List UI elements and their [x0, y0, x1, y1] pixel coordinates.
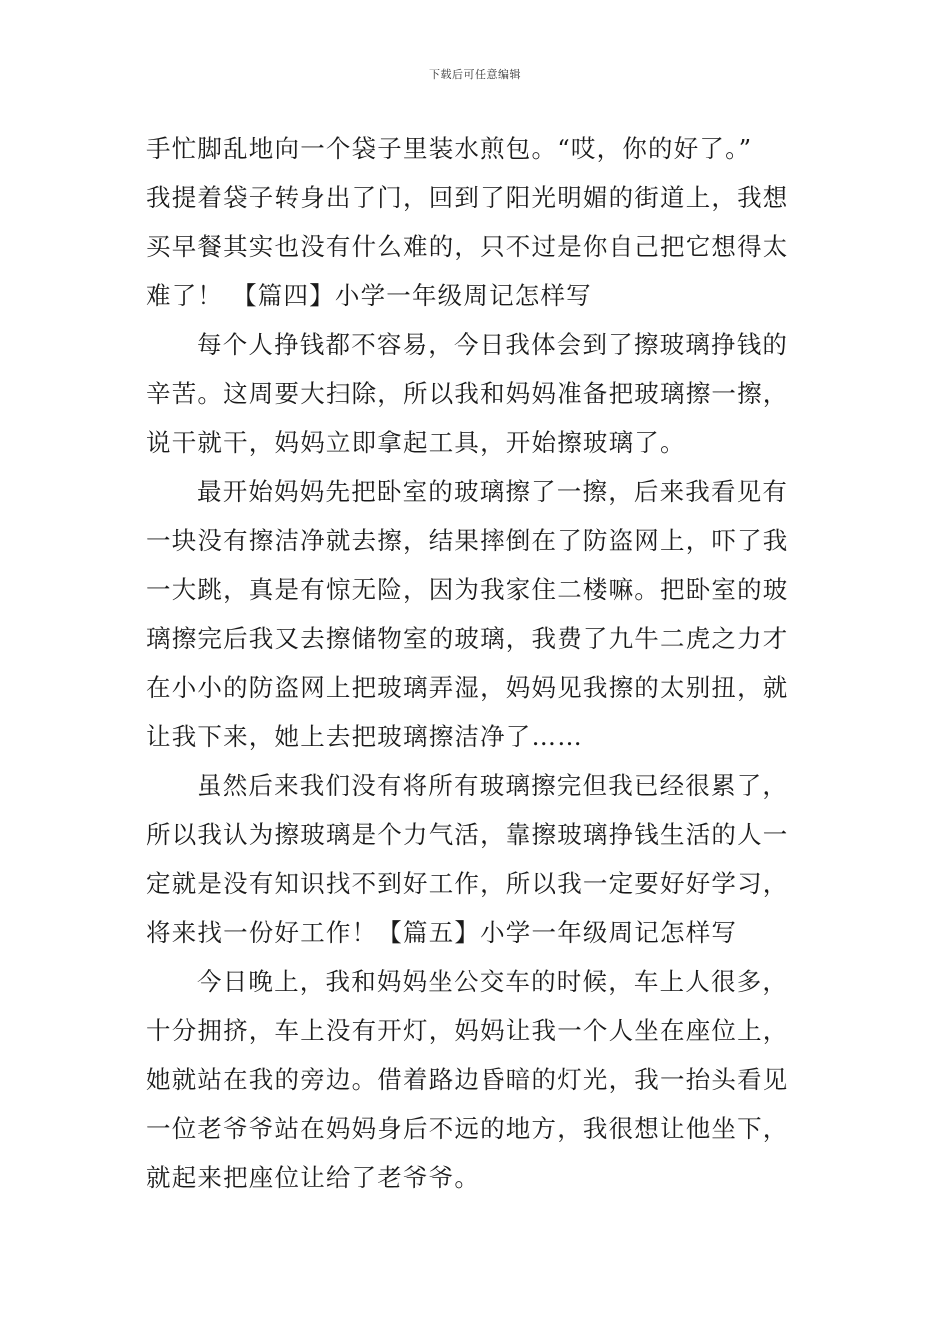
text-line: 我提着袋子转身出了门，回到了阳光明媚的街道上，我想 — [146, 183, 789, 212]
text-line: 说干就干，妈妈立即拿起工具，开始擦玻璃了。 — [146, 428, 686, 457]
text-line: 在小小的防盗网上把玻璃弄湿，妈妈见我擦的太别扭，就 — [146, 673, 789, 702]
paragraph-first-line: 最开始妈妈先把卧室的玻璃擦了一擦，后来我看见有 — [197, 477, 789, 506]
text-line: 辛苦。这周要大扫除，所以我和妈妈准备把玻璃擦一擦， — [146, 379, 789, 408]
header-note: 下载后可任意编辑 — [429, 68, 521, 81]
text-line: 手忙脚乱地向一个袋子里装水煎包。“哎，你的好了。” — [146, 134, 753, 163]
text-line: 所以我认为擦玻璃是个力气活，靠擦玻璃挣钱生活的人一 — [146, 820, 789, 849]
article-body — [146, 124, 826, 1202]
paragraph-first-line: 虽然后来我们没有将所有玻璃擦完但我已经很累了， — [197, 771, 789, 800]
paragraph-first-line: 今日晚上，我和妈妈坐公交车的时候，车上人很多， — [197, 967, 789, 996]
text-line: 她就站在我的旁边。借着路边昏暗的灯光，我一抬头看见 — [146, 1065, 789, 1094]
text-line: 一位老爷爷站在妈妈身后不远的地方，我很想让他坐下， — [146, 1114, 789, 1143]
text-line: 定就是没有知识找不到好工作，所以我一定要好好学习， — [146, 869, 789, 898]
text-line: 让我下来，她上去把玻璃擦洁净了…… — [146, 722, 583, 751]
text-line: 十分拥挤，车上没有开灯，妈妈让我一个人坐在座位上， — [146, 1016, 789, 1045]
text-line: 难了！ 【篇四】小学一年级周记怎样写 — [146, 281, 592, 310]
text-line: 将来找一份好工作！【篇五】小学一年级周记怎样写 — [146, 918, 738, 947]
text-line: 一块没有擦洁净就去擦，结果摔倒在了防盗网上，吓了我 — [146, 526, 789, 555]
text-line: 璃擦完后我又去擦储物室的玻璃，我费了九牛二虎之力才 — [146, 624, 789, 653]
text-line: 买早餐其实也没有什么难的，只不过是你自己把它想得太 — [146, 232, 789, 261]
paragraph-first-line: 每个人挣钱都不容易，今日我体会到了擦玻璃挣钱的 — [197, 330, 789, 359]
text-line: 就起来把座位让给了老爷爷。 — [146, 1163, 481, 1192]
text-line: 一大跳，真是有惊无险，因为我家住二楼嘛。把卧室的玻 — [146, 575, 789, 604]
